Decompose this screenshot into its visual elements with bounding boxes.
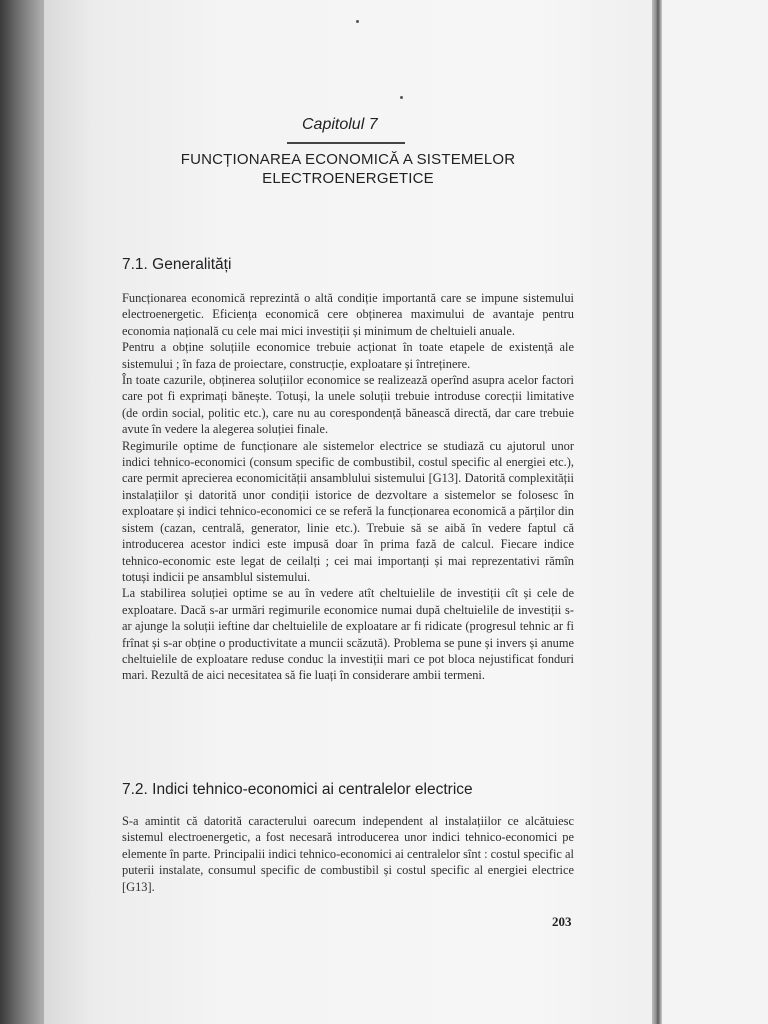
paragraph: S-a amintit că datorită caracterului oarecum independent al instalațiilor ce alcătuiesc sistemul electroenergetic, a fost necesară introducerea unor indici tehnico-economici pe elemente în parte. Principalii indici tehnico-economici ai centralelor sînt : costul specific al puterii instalate, consumul specific de combustibil și costul specific al energiei electrice [G13]. <box>122 814 574 894</box>
chapter-title-line-1: FUNCȚIONAREA ECONOMICĂ A SISTEMELOR <box>180 151 516 168</box>
paragraph: La stabilirea soluției optime se au în vedere atît cheltuielile de investiții cît și cele de exploatare. Dacă s-ar urmări regimurile economice numai după cheltuielile de investiții s-ar ajunge la soluții ieftine dar cheltuielile de exploatare ar fi ridicate (progresul tehnic ar fi frînat și s-ar obține o productivitate a muncii scăzută). Problema se pune și invers și anume cheltuielile de exploatare reduse conduc la investiții mari ce pot bloca nejustificat fonduri mari. Rezultă de aici necesitatea să fie luați în considerare ambii termeni. <box>122 586 574 683</box>
chapter-rule <box>287 142 405 144</box>
book-page <box>44 0 656 1024</box>
chapter-label: Capitolul 7 <box>302 116 378 133</box>
section-heading-7-1: 7.1. Generalități <box>122 256 232 273</box>
paragraph: În toate cazurile, obținerea soluțiilor economice se realizează operînd asupra acelor factori care pot fi exprimați bănește. Totuși, la unele soluții trebuie introduse corecții limitative (de ordin social, politic etc.), care nu au corespondență bănească directă, dar care trebuie avute în vedere la alegerea soluției finale. <box>122 373 574 437</box>
paragraph: Regimurile optime de funcționare ale sistemelor electrice se studiază cu ajutorul unor indici tehnico-economici (consum specific de combustibil, costul specific al energiei etc.), care permit aprecierea economicității ansamblului sistemului [G13]. Datorită complexității instalațiilor și datorită unor condiții istorice de dezvoltare a sistemelor se folosesc în exploatare și indici tehnico-economici ce se referă la funcționarea economică a părților din sistem (cazan, centrală, generator, linie etc.). Trebuie să se aibă în vedere faptul că introducerea acestor indici este impusă doar în prima fază de calcul. Fiecare indice tehnico-economic este legat de ceilalți ; cei mai importanți și mai reprezentativi rămîn totuși indicii pe ansamblul sistemului. <box>122 438 574 584</box>
chapter-title <box>122 150 574 188</box>
paragraph: Funcționarea economică reprezintă o altă condiție importantă care se impune sistemului electroenergetic. Eficiența economică cere obținerea maximului de avantaje pentru economia națională cu cele mai mici investiții și minimum de cheltuieli anuale. <box>122 291 574 338</box>
section-7-2-body <box>122 813 574 895</box>
paragraph: Pentru a obține soluțiile economice trebuie acționat în toate etapele de existență ale sistemului ; în faza de proiectare, construcție, exploatare și întreținere. <box>122 340 574 371</box>
scanner-background <box>662 0 768 1024</box>
page-edge-right <box>652 0 662 1024</box>
page-number: 203 <box>552 914 572 929</box>
chapter-title-line-2: ELECTROENERGETICE <box>262 170 434 187</box>
scan-speck <box>356 20 359 23</box>
section-heading-7-2: 7.2. Indici tehnico-economici ai centralelor electrice <box>122 781 473 798</box>
scan-speck <box>400 96 403 99</box>
section-7-1-body <box>122 290 574 684</box>
